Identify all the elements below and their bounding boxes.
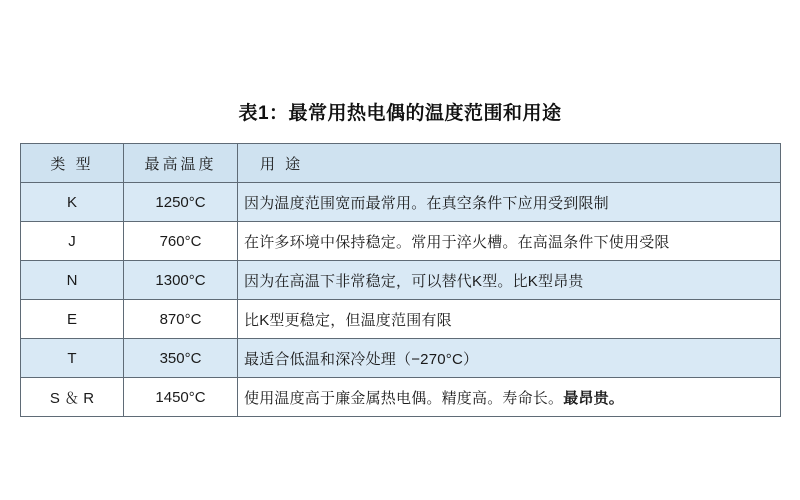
cell-max-temp: 1450°C [124, 378, 238, 417]
table-row [21, 222, 781, 261]
cell-use-text: 在许多环境中保持稳定。常用于淬火槽。在高温条件下使用受限 [244, 233, 670, 251]
cell-type: T [21, 339, 124, 378]
cell-type: S ＆ R [21, 378, 124, 417]
table-row [21, 300, 781, 339]
table-header-row [21, 144, 781, 183]
cell-max-temp: 350°C [124, 339, 238, 378]
table-row [21, 261, 781, 300]
cell-use [238, 222, 781, 261]
cell-use-text: 最适合低温和深冷处理（−270°C） [244, 350, 479, 368]
cell-use-text: 因为温度范围宽而最常用。在真空条件下应用受到限制 [244, 194, 609, 212]
cell-use [238, 183, 781, 222]
cell-type: E [21, 300, 124, 339]
cell-use-text: 使用温度高于廉金属热电偶。精度高。寿命长。 [244, 389, 564, 407]
table-header [21, 144, 781, 183]
table-title: 表1：最常用热电偶的温度范围和用途 [238, 103, 562, 124]
cell-max-temp: 870°C [124, 300, 238, 339]
table-row [21, 183, 781, 222]
cell-use-emphasis: 最昂贵。 [563, 389, 625, 407]
cell-use [238, 339, 781, 378]
cell-use-text: 因为在高温下非常稳定，可以替代K型。比K型昂贵 [244, 272, 584, 290]
column-header-use: 用 途 [238, 144, 781, 183]
cell-use [238, 261, 781, 300]
cell-type: K [21, 183, 124, 222]
cell-max-temp: 760°C [124, 222, 238, 261]
cell-max-temp: 1250°C [124, 183, 238, 222]
cell-use [238, 378, 781, 417]
cell-type: N [21, 261, 124, 300]
table-container [20, 143, 780, 417]
table-row [21, 378, 781, 417]
thermocouple-table [20, 143, 781, 417]
table-row [21, 339, 781, 378]
cell-use [238, 300, 781, 339]
cell-use-text: 比K型更稳定，但温度范围有限 [244, 311, 452, 329]
cell-max-temp: 1300°C [124, 261, 238, 300]
cell-type: J [21, 222, 124, 261]
column-header-type: 类 型 [21, 144, 124, 183]
column-header-max-temp: 最高温度 [124, 144, 238, 183]
table-body [21, 183, 781, 417]
